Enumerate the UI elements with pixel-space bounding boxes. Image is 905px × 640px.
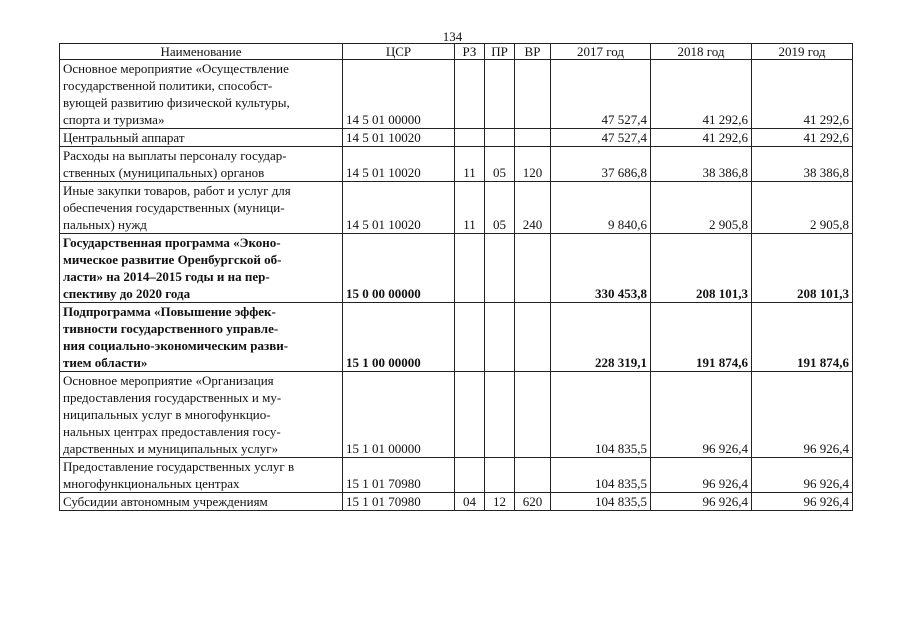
row-value-2019: 96 926,4 — [752, 372, 853, 458]
row-value-2019: 41 292,6 — [752, 60, 853, 129]
row-pr — [485, 458, 515, 493]
table-row — [60, 182, 853, 234]
header-name: Наименование — [60, 44, 343, 60]
row-pr — [485, 129, 515, 147]
row-csr: 15 1 01 70980 — [343, 493, 455, 511]
row-value-2019: 96 926,4 — [752, 493, 853, 511]
row-value-2019: 96 926,4 — [752, 458, 853, 493]
row-pr: 05 — [485, 182, 515, 234]
header-2018: 2018 год — [651, 44, 752, 60]
header-2017: 2017 год — [551, 44, 651, 60]
row-csr: 14 5 01 00000 — [343, 60, 455, 129]
table-row — [60, 234, 853, 303]
row-csr: 15 0 00 00000 — [343, 234, 455, 303]
row-name: Предоставление государственных услуг в многофункциональных центрах — [60, 458, 343, 493]
row-name: Расходы на выплаты персоналу государ- ственных (муниципальных) органов — [60, 147, 343, 182]
row-vr — [515, 458, 551, 493]
header-2019: 2019 год — [752, 44, 853, 60]
table-row — [60, 372, 853, 458]
header-rz: РЗ — [455, 44, 485, 60]
table-header-row — [60, 44, 853, 60]
row-value-2018: 96 926,4 — [651, 372, 752, 458]
row-vr: 620 — [515, 493, 551, 511]
row-value-2018: 2 905,8 — [651, 182, 752, 234]
row-value-2018: 41 292,6 — [651, 60, 752, 129]
row-pr — [485, 234, 515, 303]
page-number: 134 — [442, 29, 463, 44]
row-value-2019: 208 101,3 — [752, 234, 853, 303]
row-value-2019: 191 874,6 — [752, 303, 853, 372]
row-pr: 05 — [485, 147, 515, 182]
row-value-2019: 38 386,8 — [752, 147, 853, 182]
table-row — [60, 303, 853, 372]
row-value-2017: 104 835,5 — [551, 372, 651, 458]
row-value-2018: 41 292,6 — [651, 129, 752, 147]
row-name: Государственная программа «Эконо- мическое развитие Оренбургской об- ласти» на 2014–2015 годы и на пер- спективу до 2020 года — [60, 234, 343, 303]
table-row — [60, 147, 853, 182]
header-pr: ПР — [485, 44, 515, 60]
row-value-2017: 330 453,8 — [551, 234, 651, 303]
row-pr — [485, 60, 515, 129]
row-value-2018: 96 926,4 — [651, 458, 752, 493]
row-name: Основное мероприятие «Осуществление государственной политики, способст- вующей развитию физической культуры, спорта и туризма» — [60, 60, 343, 129]
row-rz — [455, 303, 485, 372]
row-name: Иные закупки товаров, работ и услуг для обеспечения государственных (муници- пальных) нужд — [60, 182, 343, 234]
table-row — [60, 458, 853, 493]
row-csr: 15 1 01 00000 — [343, 372, 455, 458]
row-csr: 15 1 01 70980 — [343, 458, 455, 493]
row-pr — [485, 372, 515, 458]
row-name: Подпрограмма «Повышение эффек- тивности государственного управле- ния социально-экономическим разви- тием области» — [60, 303, 343, 372]
row-vr — [515, 129, 551, 147]
row-value-2017: 47 527,4 — [551, 60, 651, 129]
row-value-2017: 9 840,6 — [551, 182, 651, 234]
row-vr: 240 — [515, 182, 551, 234]
row-pr — [485, 303, 515, 372]
row-rz — [455, 458, 485, 493]
table-row — [60, 129, 853, 147]
row-rz: 11 — [455, 182, 485, 234]
row-vr: 120 — [515, 147, 551, 182]
row-vr — [515, 234, 551, 303]
row-name: Основное мероприятие «Организация предоставления государственных и му- ниципальных услуг в многофункцио- нальных центрах предоставления госу- дарственных и муниципальных услуг» — [60, 372, 343, 458]
row-csr: 15 1 00 00000 — [343, 303, 455, 372]
row-value-2018: 96 926,4 — [651, 493, 752, 511]
row-csr: 14 5 01 10020 — [343, 182, 455, 234]
row-value-2019: 41 292,6 — [752, 129, 853, 147]
row-rz — [455, 129, 485, 147]
row-pr: 12 — [485, 493, 515, 511]
row-value-2019: 2 905,8 — [752, 182, 853, 234]
table-body — [60, 60, 853, 511]
header-vr: ВР — [515, 44, 551, 60]
row-value-2017: 47 527,4 — [551, 129, 651, 147]
row-rz: 04 — [455, 493, 485, 511]
row-csr: 14 5 01 10020 — [343, 129, 455, 147]
row-value-2018: 38 386,8 — [651, 147, 752, 182]
row-name: Центральный аппарат — [60, 129, 343, 147]
row-value-2017: 228 319,1 — [551, 303, 651, 372]
row-value-2017: 104 835,5 — [551, 493, 651, 511]
row-value-2017: 37 686,8 — [551, 147, 651, 182]
row-rz: 11 — [455, 147, 485, 182]
row-rz — [455, 60, 485, 129]
row-vr — [515, 60, 551, 129]
budget-table — [59, 43, 853, 511]
row-value-2018: 208 101,3 — [651, 234, 752, 303]
table-row — [60, 493, 853, 511]
row-rz — [455, 234, 485, 303]
row-name: Субсидии автономным учреждениям — [60, 493, 343, 511]
row-vr — [515, 303, 551, 372]
row-csr: 14 5 01 10020 — [343, 147, 455, 182]
header-csr: ЦСР — [343, 44, 455, 60]
row-value-2018: 191 874,6 — [651, 303, 752, 372]
row-vr — [515, 372, 551, 458]
row-rz — [455, 372, 485, 458]
row-value-2017: 104 835,5 — [551, 458, 651, 493]
table-row — [60, 60, 853, 129]
